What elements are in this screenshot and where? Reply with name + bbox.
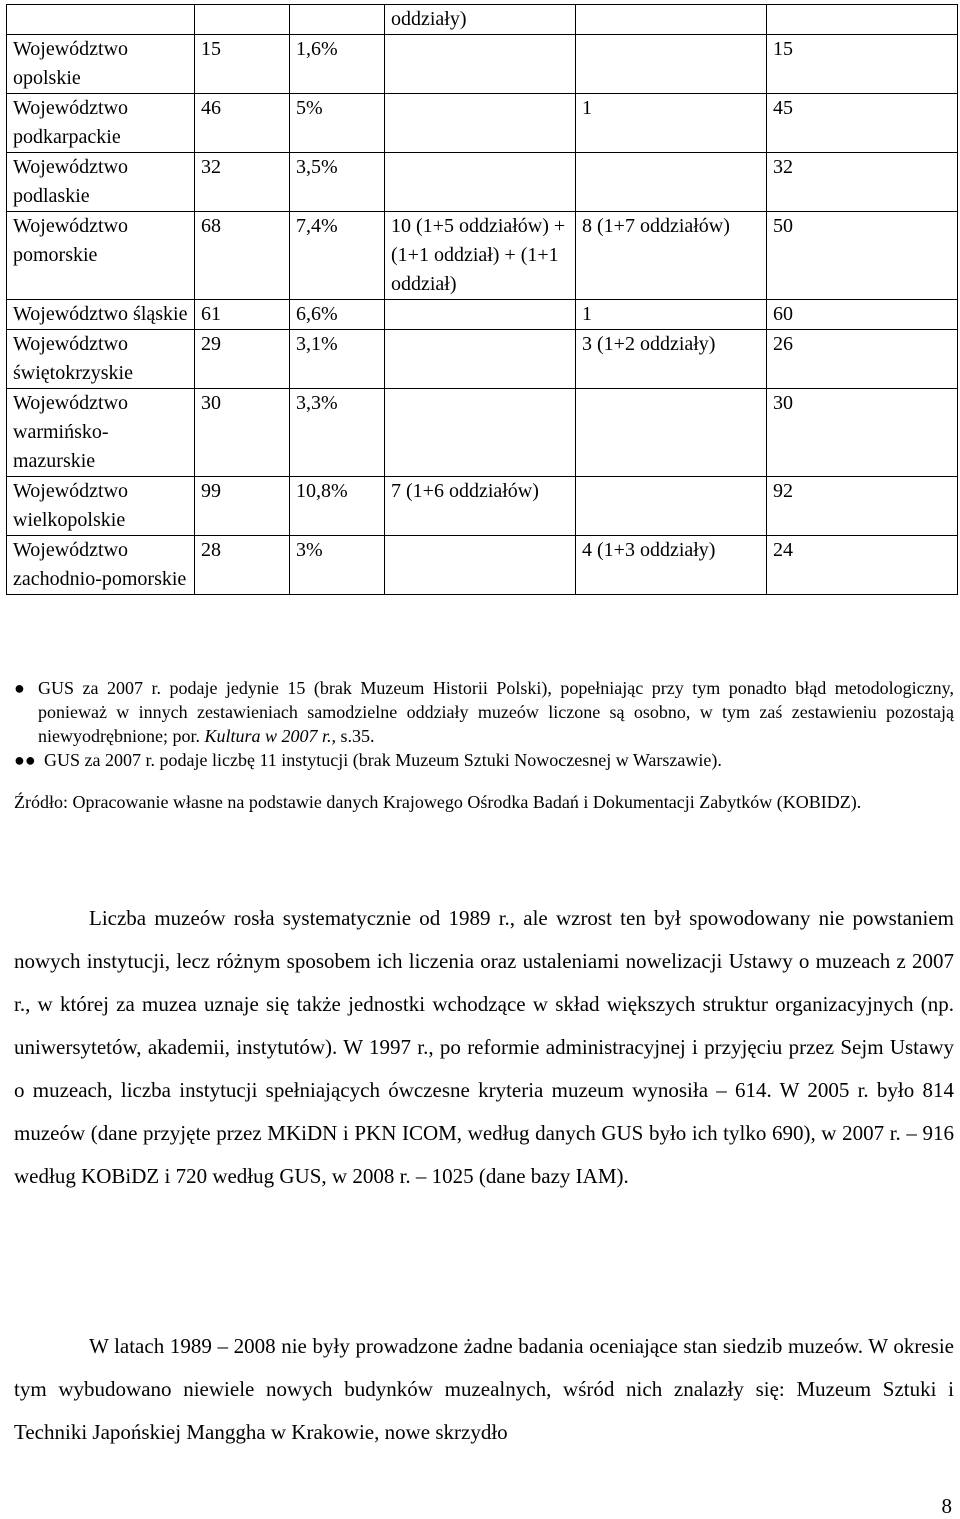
footnote-1 — [14, 676, 954, 748]
voivodeship-cell: Województwo wielkopolskie — [7, 477, 195, 536]
table-cell: 6,6% — [290, 300, 385, 330]
table-cell: 8 (1+7 oddziałów) — [576, 212, 767, 300]
table-cell — [385, 389, 576, 477]
table-cell — [767, 5, 958, 35]
table-cell — [385, 330, 576, 389]
table-cell: 46 — [195, 94, 290, 153]
body-paragraph-1 — [14, 897, 954, 1198]
table-cell: 3,5% — [290, 153, 385, 212]
voivodeship-cell: Województwo zachodnio-pomorskie — [7, 536, 195, 595]
footnote-2-text: GUS za 2007 r. podaje liczbę 11 instytucji (brak Muzeum Sztuki Nowoczesnej w Warszawie). — [44, 750, 722, 770]
table-cell: 1,6% — [290, 35, 385, 94]
table-cell: 28 — [195, 536, 290, 595]
table-cell: 3,3% — [290, 389, 385, 477]
table-cell: 15 — [767, 35, 958, 94]
body-paragraph-1-text: Liczba muzeów rosła systematycznie od 1989 r., ale wzrost ten był spowodowany nie powstaniem nowych instytucji, lecz różnym sposobem ich liczenia oraz ustaleniami nowelizacji Ustawy o muzeach z 2007 r., w której za muzea uznaje się także jednostki wchodzące w skład większych struktur organizacyjnych (np. uniwersytetów, akademii, instytutów). W 1997 r., po reformie administracyjnej i przyjęciu przez Sejm Ustawy o muzeach, liczba instytucji spełniających ówczesne kryteria muzeum wynosiła – 614. W 2005 r. było 814 muzeów (dane przyjęte przez MKiDN i PKN ICOM, według danych GUS było ich tylko 690), w 2007 r. – 916 według KOBiDZ i 720 według GUS, w 2008 r. – 1025 (dane bazy IAM). — [14, 906, 954, 1188]
voivodeship-cell: Województwo warmińsko-mazurskie — [7, 389, 195, 477]
table-cell: 3 (1+2 oddziały) — [576, 330, 767, 389]
voivodeship-cell: Województwo podlaskie — [7, 153, 195, 212]
table-cell — [385, 536, 576, 595]
table-row — [7, 477, 958, 536]
table-cell: oddziały) — [385, 5, 576, 35]
table-row — [7, 300, 958, 330]
bullet-icon: ● — [14, 678, 25, 698]
table-cell: 7 (1+6 oddziałów) — [385, 477, 576, 536]
source-note: Źródło: Opracowanie własne na podstawie danych Krajowego Ośrodka Badań i Dokumentacji Zabytków (KOBIDZ). — [14, 792, 862, 812]
table-row — [7, 212, 958, 300]
table-cell: 32 — [767, 153, 958, 212]
table-cell: 68 — [195, 212, 290, 300]
voivodeship-cell: Województwo opolskie — [7, 35, 195, 94]
table-cell: 32 — [195, 153, 290, 212]
table-cell: 3,1% — [290, 330, 385, 389]
table-cell: 30 — [195, 389, 290, 477]
body-paragraph-2-text: W latach 1989 – 2008 nie były prowadzone żadne badania oceniające stan siedzib muzeów. W okresie tym wybudowano niewiele nowych budynków muzealnych, wśród nich znalazły się: Muzeum Sztuki i Techniki Japońskiej Manggha w Krakowie, nowe skrzydło — [14, 1334, 954, 1444]
double-bullet-icon: ●● — [14, 750, 36, 770]
footnote-1-end: s.35. — [336, 726, 375, 746]
footnote-2 — [14, 748, 954, 772]
table-cell: 29 — [195, 330, 290, 389]
table-cell: 3% — [290, 536, 385, 595]
table-cell: 60 — [767, 300, 958, 330]
footnote-1-text: GUS za 2007 r. podaje jedynie 15 (brak Muzeum Historii Polski), popełniając przy tym ponadto błąd metodologiczny, ponieważ w innych zestawieniach samodzielne oddziały muzeów liczone są osobno, w tym zaś zestawieniu pozostają niewyodrębnione; por. — [38, 678, 954, 746]
table-cell — [385, 300, 576, 330]
table-cell: 50 — [767, 212, 958, 300]
table-cell: 30 — [767, 389, 958, 477]
table-cell: 10 (1+5 oddziałów) + (1+1 oddział) + (1+1 oddział) — [385, 212, 576, 300]
table-cell — [385, 153, 576, 212]
table-cell — [290, 5, 385, 35]
table-row — [7, 35, 958, 94]
table-cell — [576, 389, 767, 477]
table-cell — [7, 5, 195, 35]
table-cell — [385, 35, 576, 94]
table-cell: 45 — [767, 94, 958, 153]
table-row — [7, 330, 958, 389]
page-number: 8 — [941, 1494, 952, 1518]
table-cell: 1 — [576, 300, 767, 330]
table-row — [7, 94, 958, 153]
voivodeship-cell: Województwo świętokrzyskie — [7, 330, 195, 389]
table-cell: 5% — [290, 94, 385, 153]
table-cell: 92 — [767, 477, 958, 536]
table-cell: 10,8% — [290, 477, 385, 536]
body-paragraph-2 — [14, 1325, 954, 1454]
table-cell: 7,4% — [290, 212, 385, 300]
table-row — [7, 389, 958, 477]
table-row — [7, 5, 958, 35]
table-cell — [576, 153, 767, 212]
table-cell — [576, 35, 767, 94]
table-cell: 99 — [195, 477, 290, 536]
museum-count-table — [6, 4, 958, 595]
table-cell: 61 — [195, 300, 290, 330]
voivodeship-cell: Województwo pomorskie — [7, 212, 195, 300]
table-cell — [576, 477, 767, 536]
table-row — [7, 153, 958, 212]
table-cell: 24 — [767, 536, 958, 595]
table-cell — [385, 94, 576, 153]
footnote-1-citation: Kultura w 2007 r., — [204, 726, 336, 746]
table-cell: 4 (1+3 oddziały) — [576, 536, 767, 595]
table-cell — [576, 5, 767, 35]
voivodeship-cell: Województwo podkarpackie — [7, 94, 195, 153]
table-cell: 1 — [576, 94, 767, 153]
table-cell — [195, 5, 290, 35]
voivodeship-cell: Województwo śląskie — [7, 300, 195, 330]
table-notes — [14, 676, 954, 814]
table-cell: 15 — [195, 35, 290, 94]
table-row — [7, 536, 958, 595]
table-cell: 26 — [767, 330, 958, 389]
